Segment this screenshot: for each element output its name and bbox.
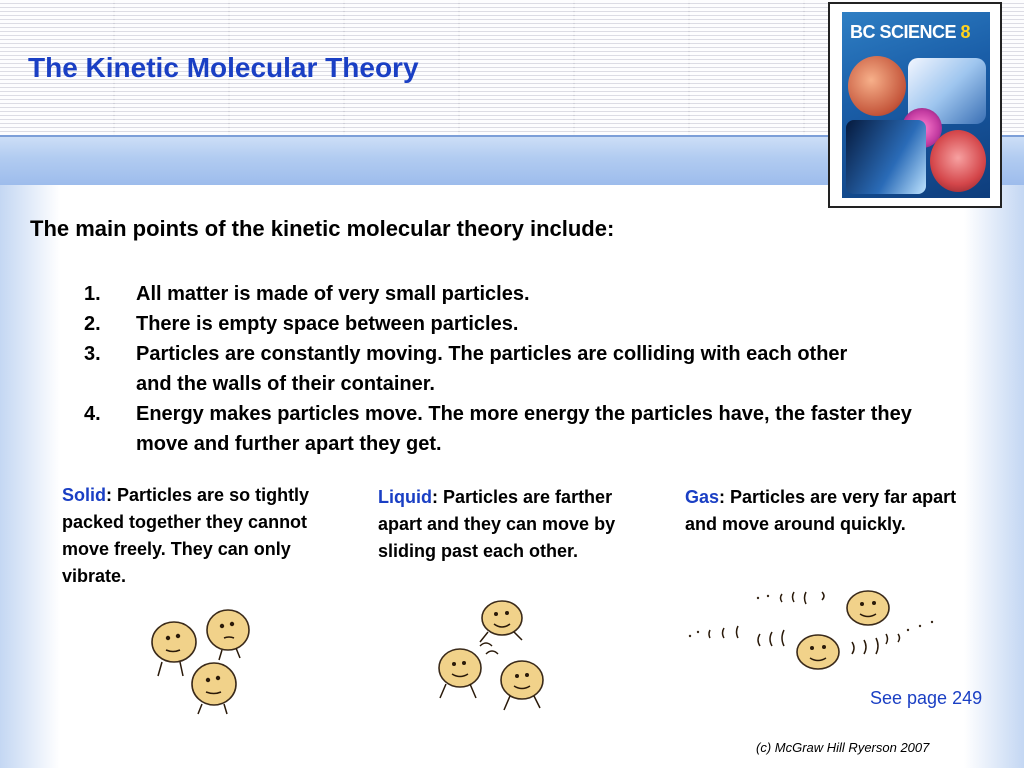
solid-description: [62, 482, 347, 590]
solid-term: Solid: [62, 485, 106, 505]
book-title: [850, 22, 970, 43]
point-text: Energy makes particles move. The more energy the particles have, the faster they move and further apart they get.: [136, 403, 912, 455]
point-number: 4.: [84, 403, 101, 425]
point-text: Particles are constantly moving. The particles are colliding with each other and the walls of their container.: [136, 343, 848, 395]
theory-point: [84, 399, 944, 459]
point-number: 3.: [84, 343, 101, 365]
book-title-prefix: BC SCIENCE: [850, 22, 957, 42]
point-text: There is empty space between particles.: [136, 313, 519, 335]
cover-cell-image: [848, 56, 906, 116]
cover-whale-image: [846, 120, 926, 194]
liquid-description: [378, 484, 638, 565]
liquid-term: Liquid: [378, 487, 432, 507]
gas-text: : Particles are very far apart and move around quickly.: [685, 487, 957, 534]
gas-description: [685, 484, 965, 538]
textbook-cover-image: [842, 12, 990, 198]
solid-text: : Particles are so tightly packed together they cannot move freely. They can only vibrate.: [62, 485, 310, 586]
theory-points-list: [84, 279, 944, 459]
solid-particles-svg: [140, 600, 262, 718]
theory-point: [84, 339, 944, 399]
theory-point: [84, 279, 944, 309]
liquid-particles-svg: [432, 596, 554, 718]
liquid-particles-illustration: [432, 596, 554, 718]
point-number: 2.: [84, 313, 101, 335]
gas-term: Gas: [685, 487, 720, 507]
gas-particles-illustration: [680, 582, 946, 674]
liquid-text: : Particles are farther apart and they can move by sliding past each other.: [378, 487, 616, 561]
theory-point: [84, 309, 944, 339]
point-number: 1.: [84, 283, 101, 305]
slide-title: The Kinetic Molecular Theory: [28, 52, 419, 83]
solid-particles-illustration: [140, 600, 262, 718]
intro-text: The main points of the kinetic molecular theory include:: [30, 216, 615, 241]
gas-particles-svg: [680, 582, 946, 674]
textbook-cover-frame: [828, 2, 1002, 208]
see-page-reference: See page 249: [870, 688, 983, 708]
copyright-notice: (c) McGraw Hill Ryerson 2007: [756, 740, 930, 755]
point-text: All matter is made of very small particles.: [136, 283, 530, 305]
book-title-number: 8: [960, 22, 971, 42]
cover-virus-image: [930, 130, 986, 192]
